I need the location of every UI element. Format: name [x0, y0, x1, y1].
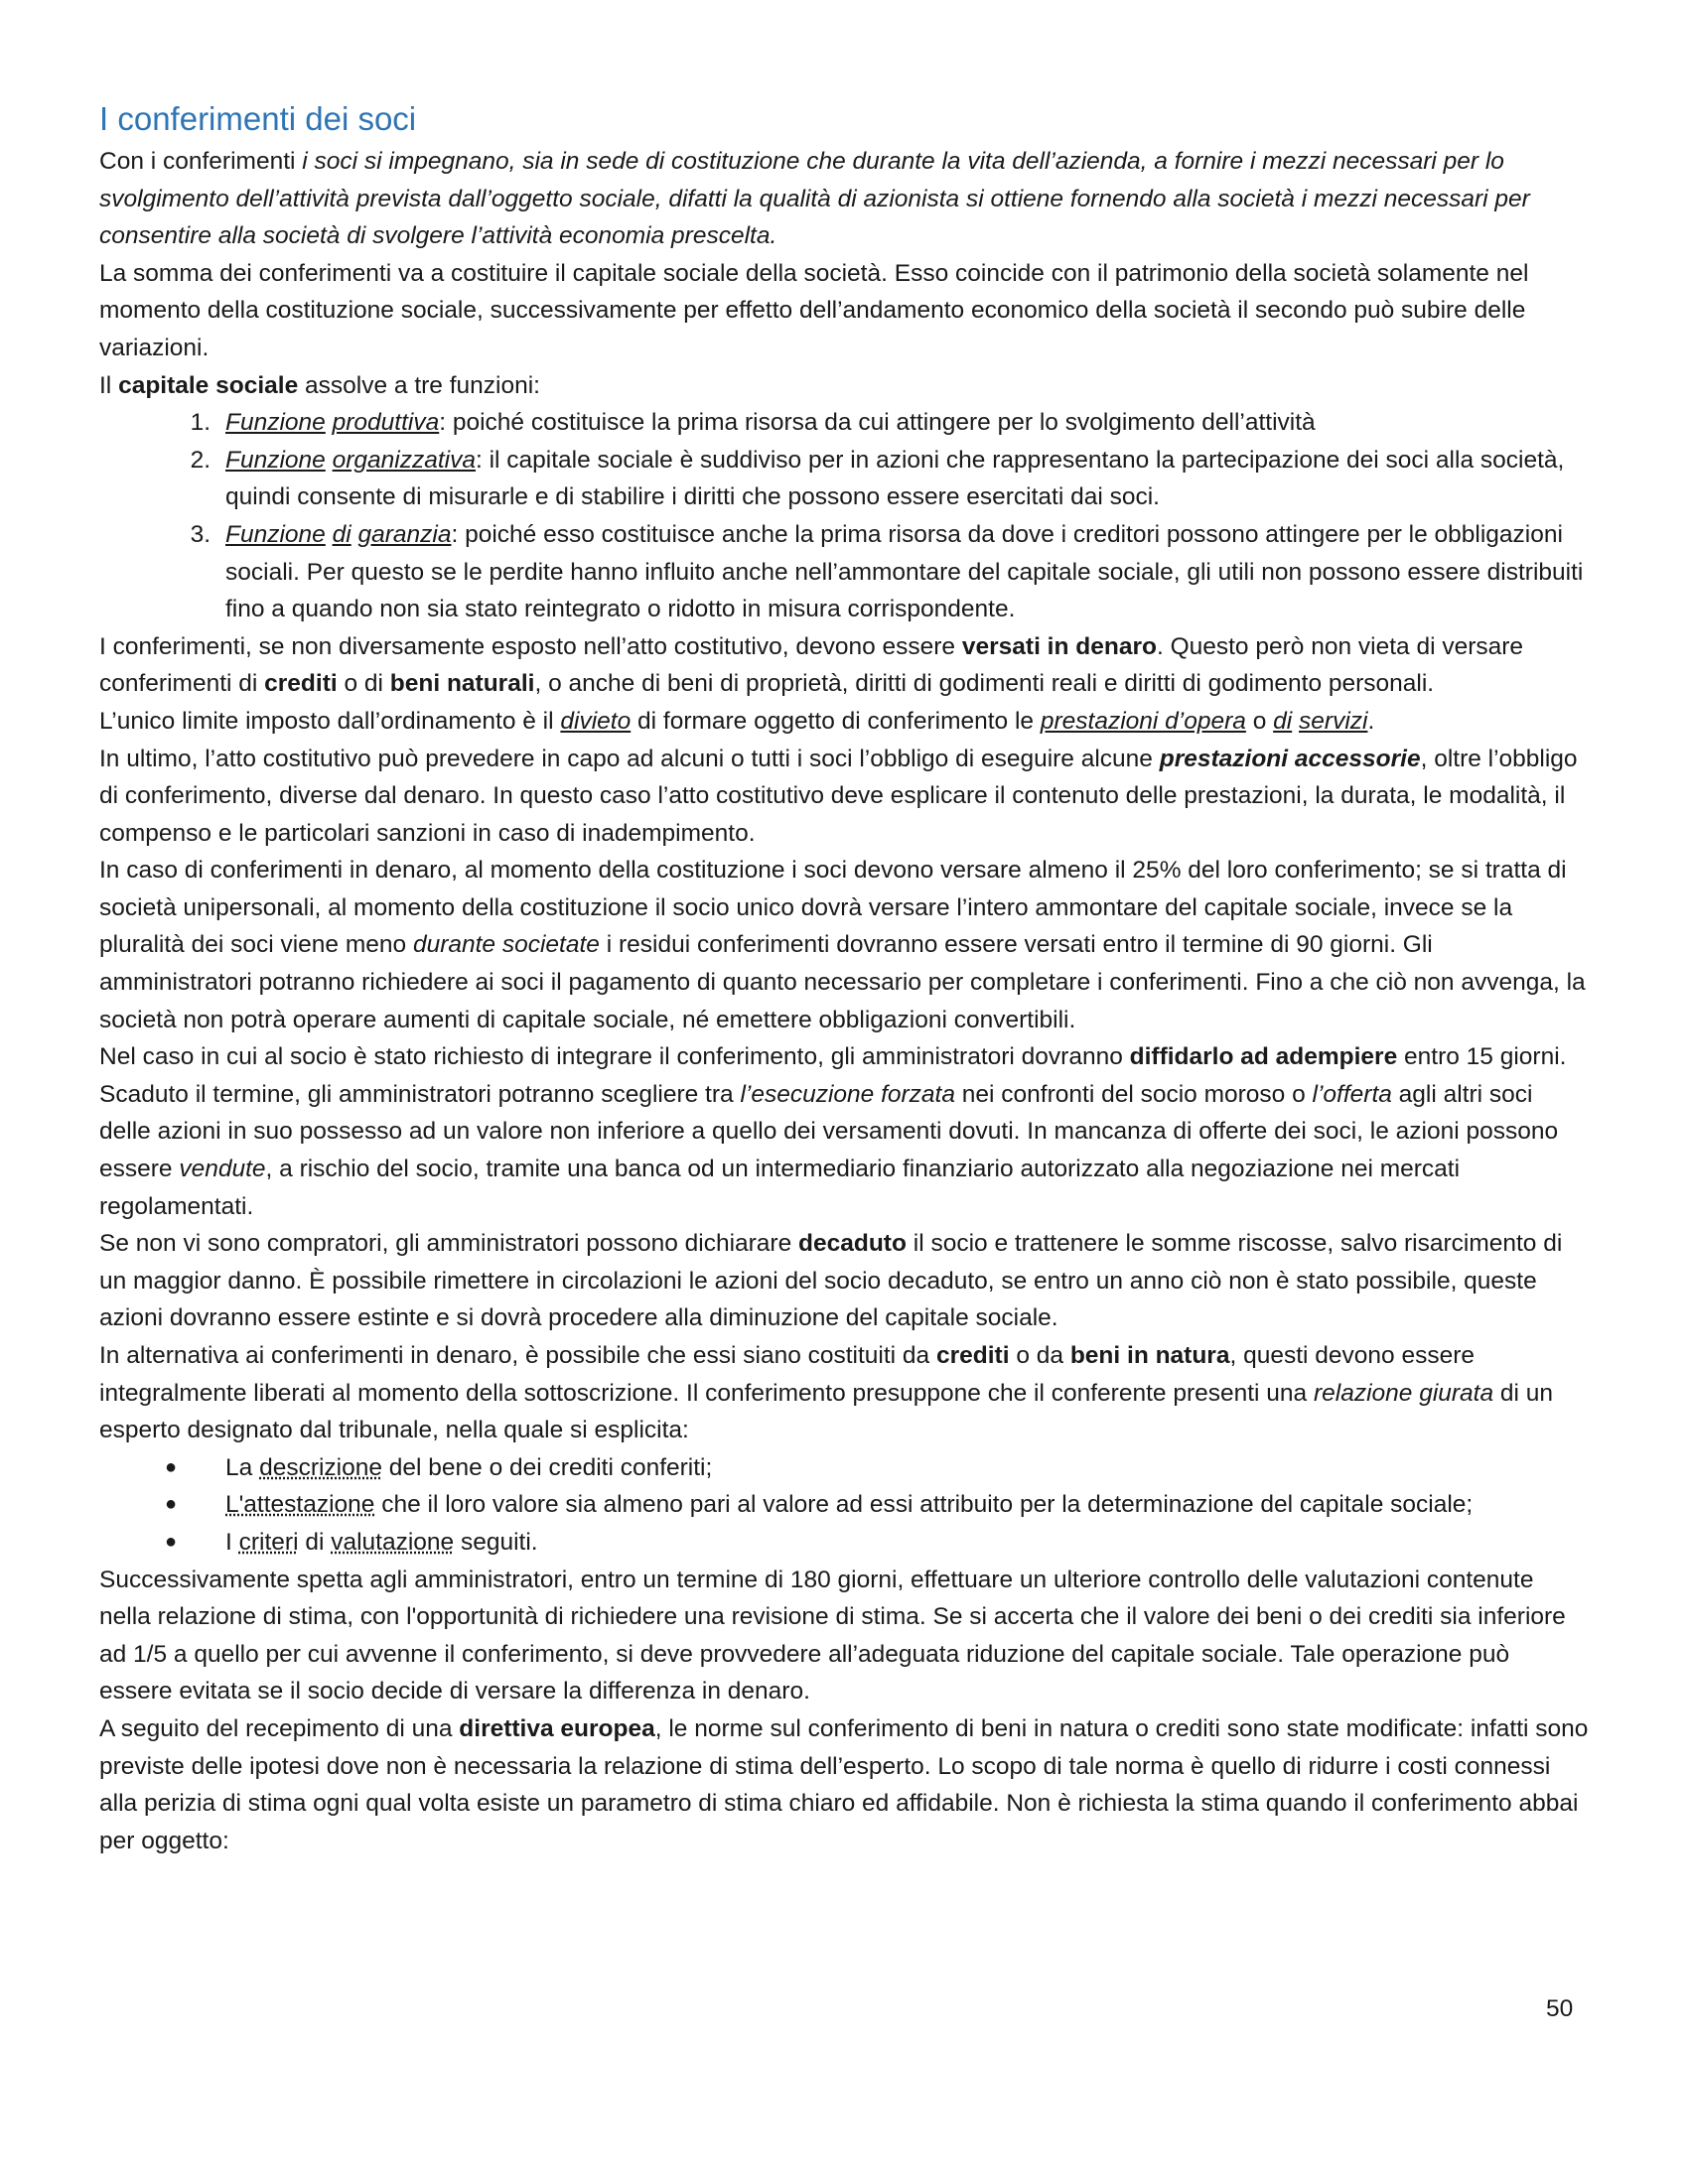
- paragraph-controllo: Successivamente spetta agli amministratori, entro un termine di 180 giorni, effettuare un ulteriore controllo delle valutazioni contenute nella relazione di stima, con l'opportunità di richiedere una revisione di stima. Se si accerta che il valore dei beni o dei crediti sia inferiore ad 1/5 a quello per cui avvenne il conferimento, si deve provvedere all’adeguata riduzione del capitale sociale. Tale operazione può essere evitata se il socio decide di versare la differenza in denaro.: [99, 1566, 1566, 1706]
- functions-list: [99, 404, 1589, 628]
- paragraph-diffida: Nel caso in cui al socio è stato richiesto di integrare il conferimento, gli amministratori dovranno diffidarlo ad adempiere entro 15 giorni. Scaduto il termine, gli amministratori potranno scegliere tra l’esecuzione forzata nei confronti del socio moroso o l’offerta agli altri soci delle azioni in suo possesso ad un valore non inferiore a quello dei versamenti dovuti. In mancanza di offerte dei soci, le azioni possono essere vendute, a rischio del socio, tramite una banca od un intermediario finanziario autorizzato alla negoziazione nei mercati regolamentati.: [99, 1043, 1567, 1220]
- list-item: ● L'attestazione che il loro valore sia almeno pari al valore ad essi attribuito per la determinazione del capitale sociale;: [164, 1491, 1474, 1519]
- paragraph-crediti-natura: In alternativa ai conferimenti in denaro, è possibile che essi siano costituiti da crediti o da beni in natura, questi devono essere integralmente liberati al momento della sottoscrizione. Il conferimento presuppone che il conferente presenti una relazione giurata di un esperto designato dal tribunale, nella quale si esplicita:: [99, 1342, 1554, 1444]
- list-item: 2. Funzione organizzativa: il capitale sociale è suddiviso per in azioni che rappresentano la partecipazione dei soci alla società, quindi consente di misurarle e di stabilire i diritti che possono essere esercitati dai soci.: [190, 446, 1565, 511]
- paragraph-divieto: L’unico limite imposto dall’ordinamento è il divieto di formare oggetto di conferimento le prestazioni d’opera o di servizi.: [99, 707, 1375, 735]
- paragraph-prestazioni: In ultimo, l’atto costitutivo può prevedere in capo ad alcuni o tutti i soci l’obbligo di eseguire alcune prestazioni accessorie, oltre l’obbligo di conferimento, diverse dal denaro. In questo caso l’atto costitutivo deve esplicare il contenuto delle prestazioni, la durata, le modalità, il compenso e le particolari sanzioni in caso di inadempimento.: [99, 745, 1578, 847]
- document-page: [99, 99, 1589, 2124]
- relazione-list: [99, 1449, 1589, 1562]
- paragraph-denaro: In caso di conferimenti in denaro, al momento della costituzione i soci devono versare almeno il 25% del loro conferimento; se si tratta di società unipersonali, al momento della costituzione il socio unico dovrà versare l’intero ammontare del capitale sociale, invece se la pluralità dei soci viene meno durante societate i residui conferimenti dovranno essere versati entro il termine di 90 giorni. Gli amministratori potranno richiedere ai soci il pagamento di quanto necessario per completare i conferimenti. Fino a che ciò non avvenga, la società non potrà operare aumenti di capitale sociale, né emettere obbligazioni convertibili.: [99, 857, 1586, 1033]
- list-item: ● La descrizione del bene o dei crediti conferiti;: [164, 1453, 713, 1481]
- section-heading: I conferimenti dei soci: [99, 100, 417, 137]
- page-number: 50: [1546, 1995, 1574, 2022]
- list-item: 1. Funzione produttiva: poiché costituisce la prima risorsa da cui attingere per lo svolgimento dell’attività: [190, 409, 1316, 437]
- paragraph-funzioni-intro: Il capitale sociale assolve a tre funzioni:: [99, 371, 540, 399]
- paragraph-decaduto: Se non vi sono compratori, gli amministratori possono dichiarare decaduto il socio e trattenere le somme riscosse, salvo risarcimento di un maggior danno. È possibile rimettere in circolazioni le azioni del socio decaduto, se entro un anno ciò non è stato possibile, queste azioni dovranno essere estinte e si dovrà procedere alla diminuzione del capitale sociale.: [99, 1230, 1563, 1332]
- paragraph-versamenti: I conferimenti, se non diversamente esposto nell’atto costitutivo, devono essere versati in denaro. Questo però non vieta di versare conferimenti di crediti o di beni naturali, o anche di beni di proprietà, diritti di godimenti reali e diritti di godimento personali.: [99, 632, 1524, 698]
- list-item: ● I criteri di valutazione seguiti.: [164, 1528, 538, 1556]
- paragraph-capitale: La somma dei conferimenti va a costituire il capitale sociale della società. Esso coincide con il patrimonio della società solamente nel momento della costituzione sociale, successivamente per effetto dell’andamento economico della società il secondo può subire delle variazioni.: [99, 259, 1529, 361]
- paragraph-direttiva: A seguito del recepimento di una direttiva europea, le norme sul conferimento di beni in natura o crediti sono state modificate: infatti sono previste delle ipotesi dove non è necessaria la relazione di stima dell’esperto. Lo scopo di tale norma è quello di ridurre i costi connessi alla perizia di stima ogni qual volta esiste un parametro di stima chiaro ed affidabile. Non è richiesta la stima quando il conferimento abbai per oggetto:: [99, 1714, 1589, 1854]
- paragraph-intro: Con i conferimenti i soci si impegnano, sia in sede di costituzione che durante la vita dell’azienda, a fornire i mezzi necessari per lo svolgimento dell’attività prevista dall’oggetto sociale, difatti la qualità di azionista si ottiene fornendo alla società i mezzi necessari per consentire alla società di svolgere l’attività economia prescelta.: [99, 148, 1530, 250]
- list-item: 3. Funzione di garanzia: poiché esso costituisce anche la prima risorsa da dove i creditori possono attingere per le obbligazioni sociali. Per questo se le perdite hanno influito anche nell’ammontare del capitale sociale, gli utili non possono essere distribuiti fino a quando non sia stato reintegrato o ridotto in misura corrispondente.: [190, 520, 1584, 623]
